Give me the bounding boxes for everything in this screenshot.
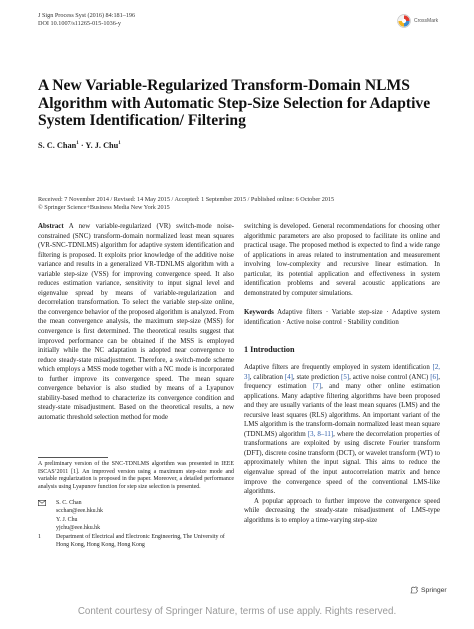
courtesy-notice: Content courtesy of Springer Nature, terms of use apply. Rights reserved. <box>77 606 397 617</box>
right-column <box>244 222 440 525</box>
author-contact <box>38 500 234 515</box>
department-affiliation <box>38 534 234 549</box>
footnote-divider <box>38 457 108 458</box>
citation-link[interactable]: [7] <box>313 383 322 391</box>
citation-link[interactable]: [3, 8–11] <box>307 430 334 438</box>
abstract-continuation: switching is developed. General recommendations for choosing other algorithmic parameters are also proposed to facilitate its online and practical usage. The proposed method is expected to find a wide range of applications in areas related to instrumentation and measurement involving low-complexity and recursive linear estimation. In particular, its potential application and effectiveness in system identification problems and several acoustic applications are demonstrated by computer simulations. <box>244 223 440 297</box>
abstract-text: A new variable-regularized (VR) switch-mode noise-constrained (SNC) transform-domain normalized least mean squares (VR-SNC-TDNLMS) algorithm for adaptive system identification and filtering is proposed. It exploits prior knowledge of the additive noise variance and results in a generalized VR-TDNLMS algorithm with a variable step-size (VSS) for improving convergence speed. It also reduces estimation variance, sensitivity to input signal level and eigenvalue spread by means of variable-regularization and decorrelation transformation. To select the variable step-size online, the convergence behavior of the proposed algorithm is analyzed. From the mean convergence analysis, the maximum step-size (MSS) for convergence is first determined. The theoretical results suggest that improved performance can be obtained if the MSS is employed initially while the NC adaptation is adopted near convergence to reduce steady-state misadjustment. Therefore, a switch-mode scheme which employs a MSS mode together with a NC mode is incorporated to further improve its convergence speed. The mean square convergence behavior is also studied by means of a Lyapunov stability-based method to characterize its convergence condition and steady-state misadjustment. Based on the theoretical results, a new automatic threshold selection method for mode <box>38 223 234 421</box>
citation-link[interactable]: [4] <box>284 373 293 381</box>
contact-name: Y. J. Chu <box>56 517 78 524</box>
intro-paragraph: A popular approach to further improve the convergence speed while decreasing the steady-state misadjustment of LMS-type algorithms is to employ a time-varying step-size <box>244 497 440 524</box>
citation-link[interactable]: [2, 3] <box>244 364 440 381</box>
keywords-label: Keywords <box>244 309 274 317</box>
intro-paragraph <box>244 363 440 497</box>
author-name[interactable]: Y. J. Chu <box>85 141 119 150</box>
crossmark-badge[interactable] <box>397 14 438 28</box>
publisher-logo <box>410 586 447 594</box>
affiliation-marker: 1 <box>118 141 121 147</box>
springer-horse-icon <box>410 586 419 594</box>
author-name[interactable]: S. C. Chan <box>38 141 77 150</box>
keywords-text: Adaptive filters · Variable step-size · Adaptive system identification · Active noise control · Stability condition <box>244 309 440 326</box>
author-contact <box>38 517 234 532</box>
journal-citation: J Sign Process Syst (2016) 84:181–196 <box>38 12 136 19</box>
department-text: Department of Electrical and Electronic Engineering, The University of Hong Kong, Hong Kong, Hong Kong <box>56 534 225 548</box>
intro-text: , and many other online estimation applications. Many adaptive filtering algorithms have been proposed and they are usually variants of the least mean squares (LMS) and the recursive least squares (RLS) algorithms. An important variant of the LMS algorithm is the transform-domain normalized least mean square (TDNLMS) algorithm <box>244 383 441 438</box>
affiliations <box>38 500 234 552</box>
copyright-line: © Springer Science+Business Media New York 2015 <box>38 204 170 212</box>
crossmark-icon <box>397 14 411 28</box>
affiliation-marker: 1 <box>38 534 41 541</box>
keywords-block <box>244 308 440 327</box>
contact-email[interactable]: yjchu@eee.hku.hk <box>56 524 101 531</box>
envelope-icon <box>38 500 48 515</box>
contact-name: S. C. Chan <box>56 500 82 506</box>
journal-doi[interactable]: DOI 10.1007/s11265-015-1036-y <box>38 20 121 27</box>
history-dates: Received: 7 November 2014 / Revised: 14 May 2015 / Accepted: 1 September 2015 / Published online: 6 October 2015 <box>38 196 335 203</box>
intro-text: Adaptive filters are frequently employed in system identification <box>244 364 433 372</box>
publisher-name: Springer <box>421 586 447 594</box>
citation-link[interactable]: [6] <box>430 373 439 381</box>
contact-email[interactable]: scchan@eee.hku.hk <box>56 507 103 514</box>
publication-dates <box>38 196 448 213</box>
author-line <box>38 141 121 150</box>
citation-link[interactable]: [5] <box>341 373 350 381</box>
journal-header <box>38 12 135 28</box>
crossmark-label: CrossMark <box>414 18 439 24</box>
section-heading: 1 Introduction <box>244 345 295 355</box>
intro-text: , frequency estimation <box>244 373 440 391</box>
footnote: A preliminary version of the SNC-TDNLMS algorithm was presented in IEEE ISCAS’2011 [1]. An improved version using a maximum step-size mode and variable regularization is proposed in the paper. Moreover, a detailed performance analysis using Lyapunov function for step size selection is presented. <box>38 461 234 490</box>
author-separator: · <box>78 141 86 150</box>
abstract-label: Abstract <box>38 223 64 230</box>
intro-text: , state prediction <box>292 373 342 381</box>
article-title: A New Variable-Regularized Transform-Domain NLMS Algorithm with Automatic Step-Size Selection for Adaptive System Identification/ Filtering <box>38 77 431 129</box>
intro-text: , calibration <box>249 373 285 381</box>
affiliation-marker: 1 <box>76 141 79 147</box>
intro-text: , active noise control (ANC) <box>349 373 431 381</box>
abstract-column <box>38 222 234 422</box>
intro-text: , where the decorrelation properties of transformations are exploited by using discrete Fourier transform (DFT), discrete cosine transform (DCT), or wavelet transform (WT) to approximately whiten the input signal. This aims to reduce the eigenvalue spread of the input autocorrelation matrix and hence improve the convergence speed of the conventional LMS-like algorithms. <box>244 430 440 496</box>
